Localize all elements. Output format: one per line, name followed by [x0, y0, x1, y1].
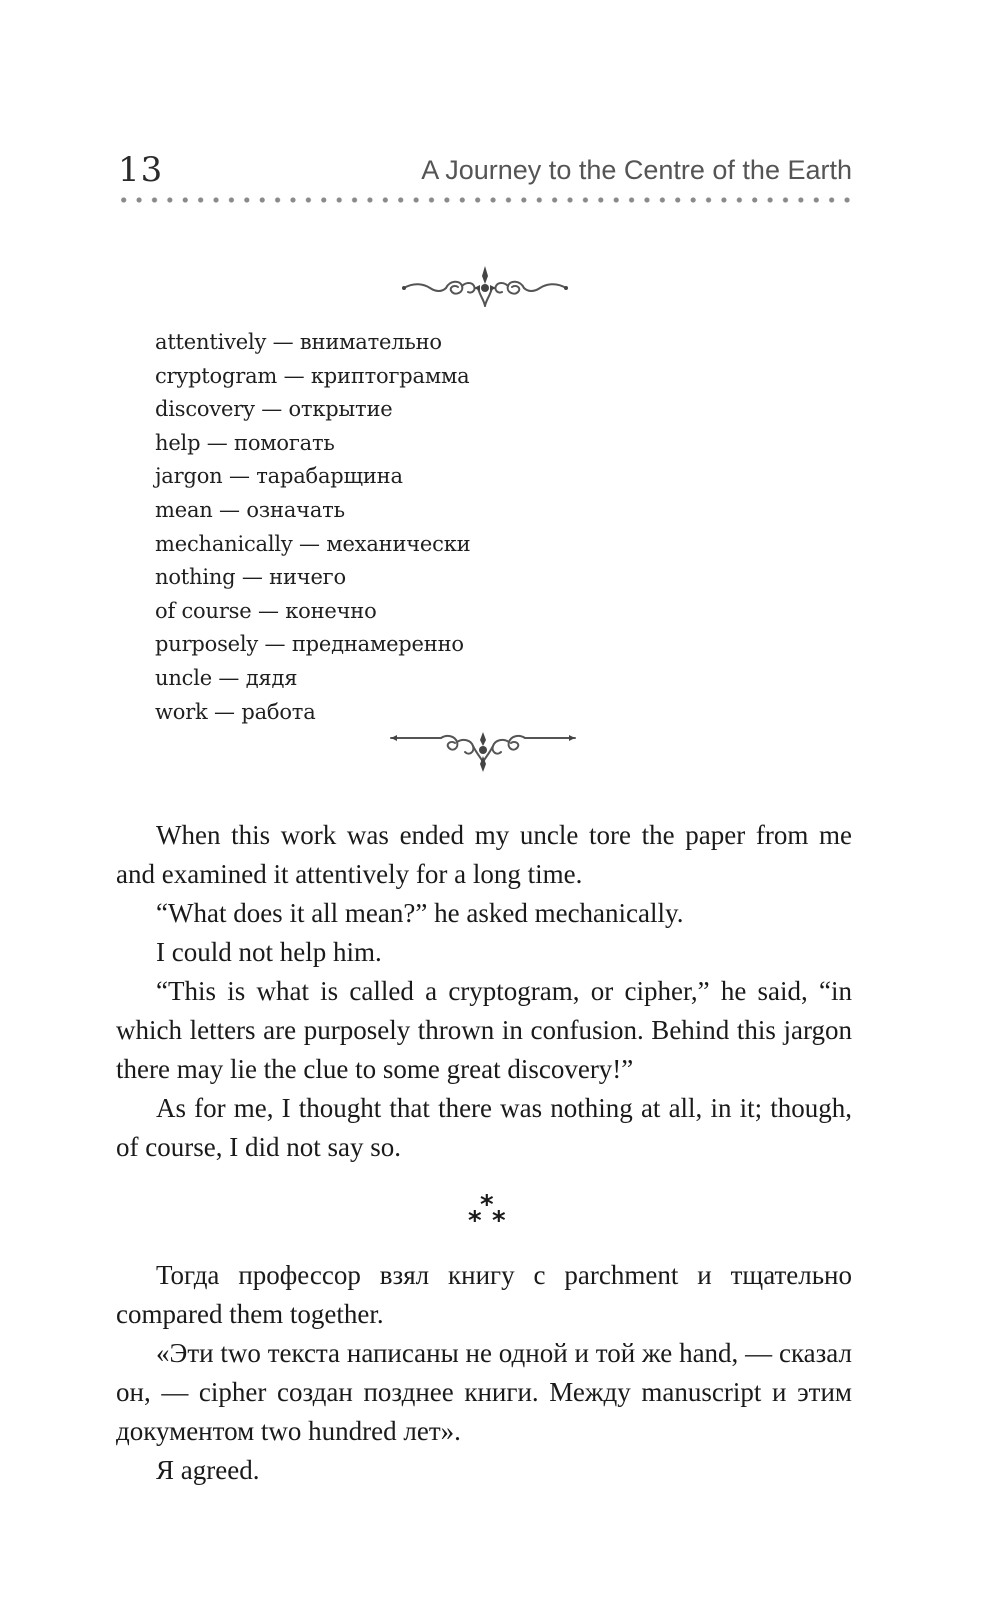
paragraph: “This is what is called a cryptogram, or cipher,” he said, “in which letters are purposely thrown in confusion. Behind this jargon there may lie the clue to some great discovery!”: [116, 976, 852, 1084]
paragraph: “What does it all mean?” he asked mechanically.: [156, 898, 684, 928]
vocab-item: work — работа: [155, 699, 316, 724]
paragraph: As for me, I thought that there was nothing at all, in it; though, of course, I did not say so.: [116, 1093, 852, 1162]
mixed-language-section: [116, 1256, 852, 1490]
vocab-item: mechanically — механически: [155, 531, 471, 556]
vocab-item: jargon — тарабарщина: [155, 464, 403, 489]
english-section: [116, 816, 852, 1167]
vocab-item: attentively — внимательно: [155, 330, 442, 354]
vocabulary-list: [155, 326, 470, 729]
asterism-separator: * * *: [468, 1190, 506, 1236]
paragraph: Тогда профессор взял книгу с parchment и тщательно compared them together.: [116, 1260, 852, 1329]
vocab-item: help — помогать: [155, 430, 335, 455]
dotted-rule: [116, 196, 854, 204]
paragraph: Я agreed.: [156, 1455, 260, 1485]
page-header: [118, 148, 852, 192]
ornament-top-icon: [400, 264, 570, 310]
vocab-item: nothing — ничего: [155, 565, 346, 590]
vocab-item: uncle — дядя: [155, 665, 298, 690]
paragraph: When this work was ended my uncle tore the paper from me and examined it attentively for a long time.: [116, 820, 852, 889]
running-title: A Journey to the Centre of the Earth: [421, 155, 852, 185]
vocab-item: purposely — преднамеренно: [155, 632, 464, 657]
vocab-item: of course — конечно: [155, 598, 377, 623]
paragraph: «Эти two текста написаны не одной и той же hand, — сказал он, — cipher создан позднее книги. Между manuscript и этим документом two hundred лет».: [116, 1338, 852, 1446]
page-number: 13: [118, 150, 164, 190]
vocab-item: mean — означать: [155, 497, 345, 522]
ornament-bottom-icon: [385, 728, 581, 774]
paragraph: I could not help him.: [156, 937, 382, 967]
vocab-item: cryptogram — криптограмма: [155, 363, 470, 388]
vocab-item: discovery — открытие: [155, 397, 393, 422]
